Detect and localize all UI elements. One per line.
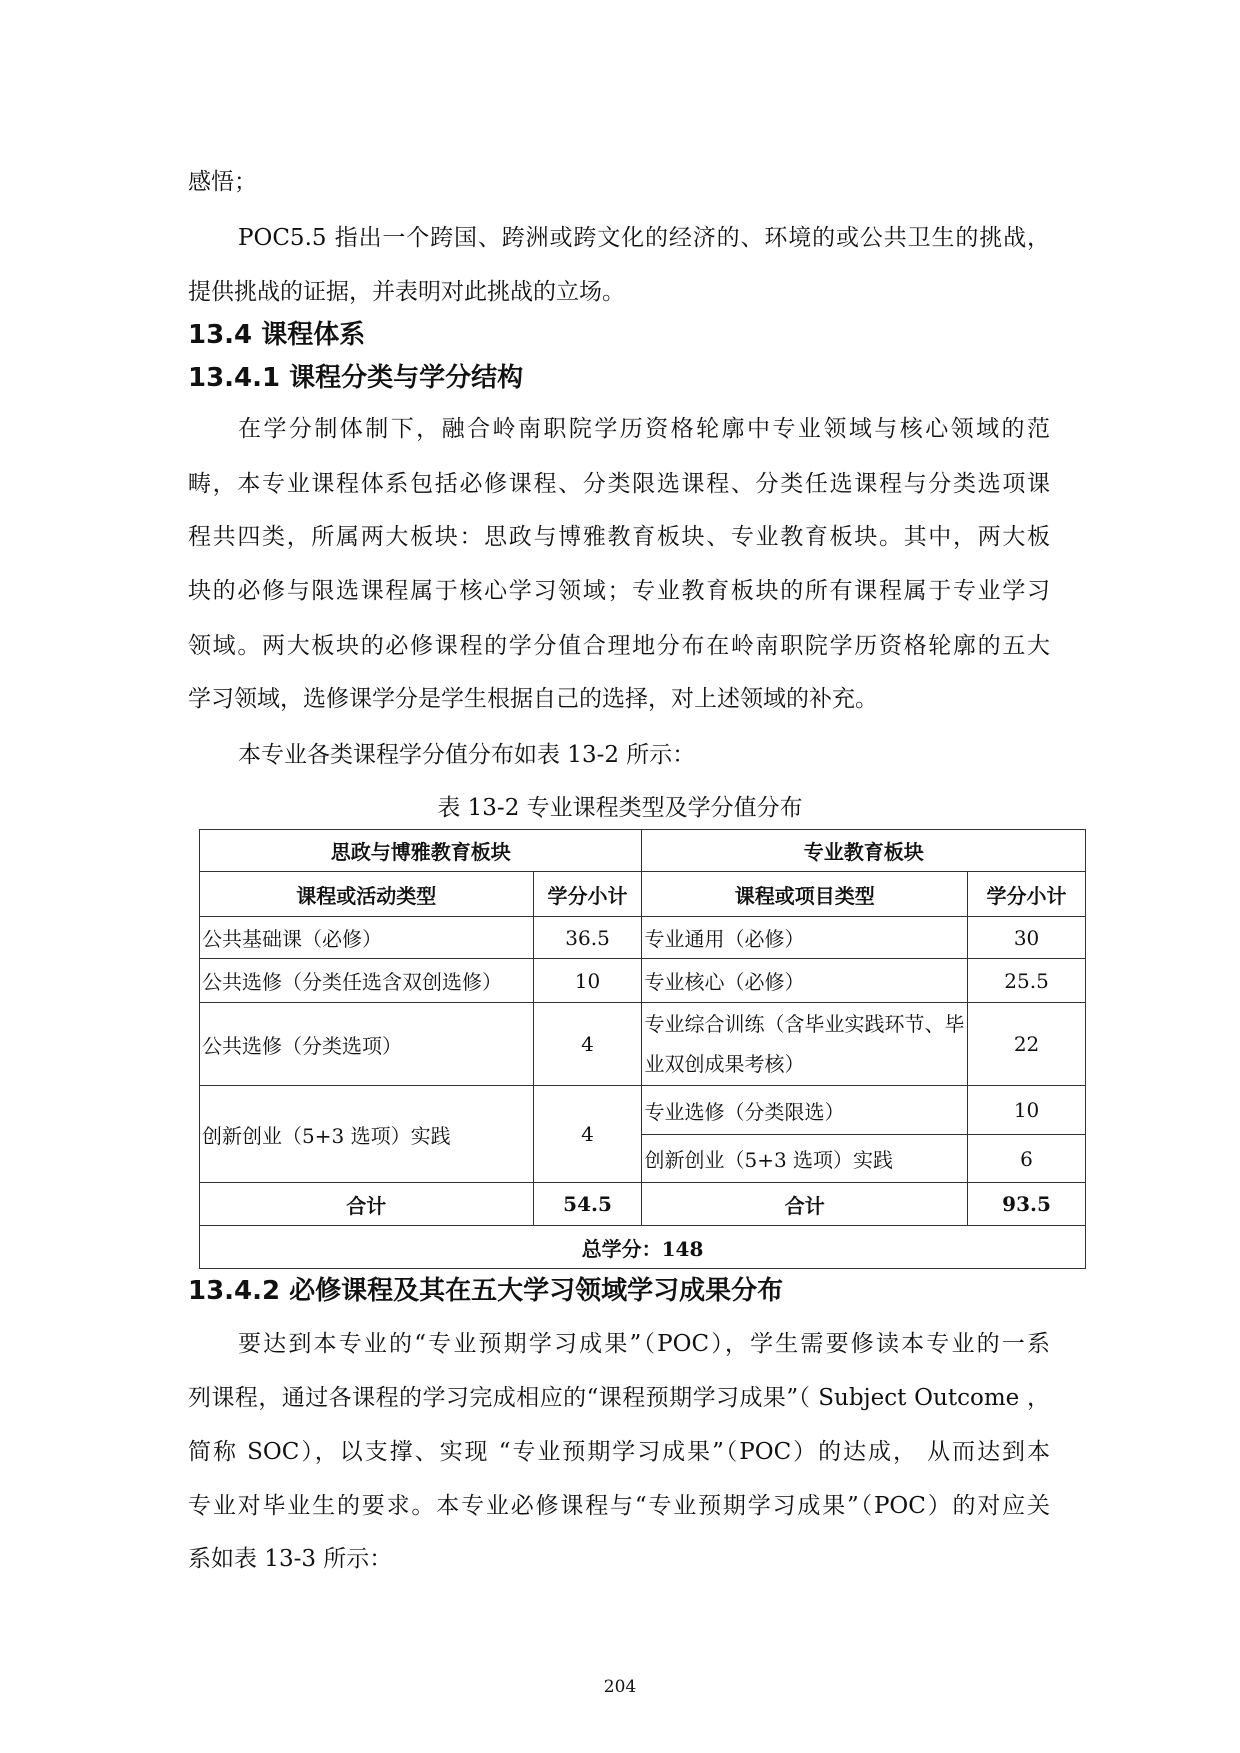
paragraph-line: 感悟； [188,169,257,195]
cell-type: 专业通用（必修） [642,917,968,959]
table-row [200,917,1086,959]
paragraph-line: 专业对毕业生的要求。本专业必修课程与“专业预期学习成果”（POC）的对应关 [188,1493,1050,1519]
cell-type: 专业综合训练（含毕业实践环节、毕业双创成果考核） [642,1003,968,1086]
paragraph-line: 块的必修与限选课程属于核心学习领域；专业教育板块的所有课程属于专业学习 [188,578,1050,604]
column-header: 课程或项目类型 [642,872,968,917]
subsection-heading: 13.4.2 必修课程及其在五大学习领域学习成果分布 [188,1276,784,1306]
cell-type: 公共选修（分类选项） [200,1003,534,1086]
paragraph-line: 在学分制体制下，融合岭南职院学历资格轮廓中专业领域与核心领域的范 [238,416,1050,442]
right-total: 93.5 [968,1183,1086,1226]
credit-distribution-table [199,829,1086,1269]
column-header: 学分小计 [533,872,642,917]
cell-credits: 22 [968,1003,1086,1086]
grand-total: 总学分：148 [200,1226,1086,1269]
cell-credits: 10 [533,959,642,1003]
cell-type: 公共选修（分类任选含双创选修） [200,959,534,1003]
cell-credits: 36.5 [533,917,642,959]
paragraph-line: 简称 SOC），以支撑、实现 “专业预期学习成果”（POC）的达成， 从而达到本 [188,1439,1050,1465]
paragraph-line: 学习领域，选修课学分是学生根据自己的选择，对上述领域的补充。 [188,686,878,712]
paragraph-line: 列课程，通过各课程的学习完成相应的“课程预期学习成果”（ Subject Outcome ， [188,1385,1050,1411]
cell-type: 专业核心（必修） [642,959,968,1003]
cell-credits: 4 [533,1003,642,1086]
paragraph-line: POC5.5 指出一个跨国、跨洲或跨文化的经济的、环境的或公共卫生的挑战， [238,225,1050,251]
total-row [200,1183,1086,1226]
cell-credits: 25.5 [968,959,1086,1003]
column-header: 学分小计 [968,872,1086,917]
cell-credits: 4 [533,1086,642,1183]
page-number: 204 [603,1677,637,1697]
paragraph-line: 系如表 13-3 所示： [188,1546,393,1572]
table-row [200,959,1086,1003]
table-caption: 表 13-2 专业课程类型及学分值分布 [437,795,803,821]
paragraph-line: 程共四类，所属两大板块：思政与博雅教育板块、专业教育板块。其中，两大板 [188,524,1050,550]
cell-credits: 30 [968,917,1086,959]
paragraph-line: 提供挑战的证据，并表明对此挑战的立场。 [188,279,625,305]
grand-total-row [200,1226,1086,1269]
paragraph-line: 领域。两大板块的必修课程的学分值合理地分布在岭南职院学历资格轮廓的五大 [188,633,1050,659]
paragraph-line: 本专业各类课程学分值分布如表 13-2 所示： [238,742,696,768]
paragraph-line: 要达到本专业的“专业预期学习成果”（POC），学生需要修读本专业的一系 [238,1331,1050,1357]
total-label: 合计 [200,1183,534,1226]
cell-type: 创新创业（5+3 选项）实践 [200,1086,534,1183]
subsection-heading: 13.4.1 课程分类与学分结构 [188,363,524,393]
cell-credits: 6 [968,1135,1086,1183]
block-header: 专业教育板块 [642,830,1086,872]
cell-type: 专业选修（分类限选） [642,1086,968,1135]
column-header: 课程或活动类型 [200,872,534,917]
cell-credits: 10 [968,1086,1086,1135]
total-label: 合计 [642,1183,968,1226]
left-total: 54.5 [533,1183,642,1226]
cell-type: 公共基础课（必修） [200,917,534,959]
block-header: 思政与博雅教育板块 [200,830,642,872]
section-heading: 13.4 课程体系 [188,320,366,350]
paragraph-line: 畴，本专业课程体系包括必修课程、分类限选课程、分类任选课程与分类选项课 [188,471,1050,497]
table-row [200,1003,1086,1086]
cell-type: 创新创业（5+3 选项）实践 [642,1135,968,1183]
table-row [200,1086,1086,1135]
